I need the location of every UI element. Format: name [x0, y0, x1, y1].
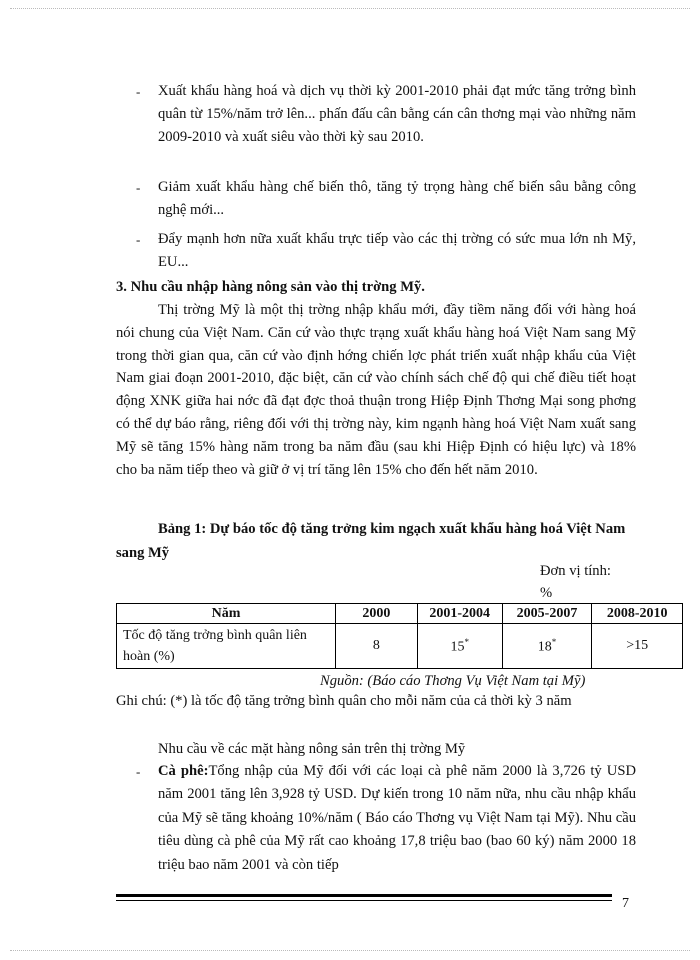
header-2005-2007: 2005-2007 — [502, 604, 592, 624]
value-2000: 8 — [335, 624, 417, 669]
bullet-dash: - — [136, 232, 141, 247]
bottom-dotted-border — [10, 950, 690, 951]
bullet-reduce-raw — [116, 176, 636, 222]
coffee-label: Cà phê: — [158, 763, 209, 779]
forecast-table — [116, 603, 683, 669]
value-2008-2010: >15 — [592, 624, 683, 669]
footer-rule-thick — [116, 894, 612, 897]
coffee-text: Tổng nhập của Mỹ đối với các loại cà phê năm 2000 là 3,726 tỷ USD năm 2001 tăng lên 3,928 tỷ USD. Dự kiến trong 10 năm nữa, nhu cầu nhập khẩu của Mỹ sẽ tăng khoảng 10%/năm ( Báo cáo Thơng vụ Việt Nam tại Mỹ). Nhu cầu tiêu dùng cà phê của Mỹ rất cao khoảng 17,8 triệu bao (bao 60 ký) năm 2000 18 triệu bao năm 2001 và còn tiếp — [158, 763, 636, 873]
top-dotted-border — [10, 8, 690, 9]
bullet-text: Đẩy mạnh hơn nữa xuất khẩu trực tiếp vào các thị trờng có sức mua lớn nh Mỹ, EU... — [158, 231, 636, 270]
bullet-text: Giảm xuất khẩu hàng chế biến thô, tăng tỷ trọng hàng chế biến sâu bằng công nghệ mới... — [158, 179, 636, 218]
header-2000: 2000 — [335, 604, 417, 624]
bullet-text: Xuất khẩu hàng hoá và dịch vụ thời kỳ 2001-2010 phải đạt mức tăng trởng bình quân từ 15%/năm trở lên... phấn đấu cân bằng cán cân thơng mại vào những năm 2009-2010 và xuất siêu vào thời kỳ sau 2010. — [158, 83, 636, 145]
footnote-mark: * — [464, 636, 469, 647]
unit-line2: % — [540, 585, 553, 601]
unit-label — [540, 560, 640, 604]
section-heading: 3. Nhu cầu nhập hàng nông sản vào thị trờng Mỹ. — [116, 279, 425, 295]
header-year: Năm — [117, 604, 336, 624]
bullet-dash: - — [136, 84, 141, 99]
footnote-mark: * — [551, 636, 557, 647]
bullet-coffee — [116, 760, 636, 877]
header-2008-2010: 2008-2010 — [592, 604, 683, 624]
value-2001-2004: 15* — [417, 624, 502, 669]
subheading: Nhu cầu về các mặt hàng nông sản trên thị trờng Mỹ — [158, 741, 466, 757]
table-header-row — [117, 604, 683, 624]
header-2001-2004: 2001-2004 — [417, 604, 502, 624]
bullet-export-growth — [116, 80, 636, 149]
table-title-text: Bảng 1: Dự báo tốc độ tăng trởng kim ngạch xuất khẩu hàng hoá Việt Nam sang Mỹ — [116, 521, 626, 561]
paragraph-text: Thị trờng Mỹ là một thị trờng nhập khẩu mới, đầy tiềm năng đối với hàng hoá nói chung của Việt Nam. Căn cứ vào thực trạng xuất khẩu hàng hoá Việt Nam sang Mỹ trong thời gian qua, căn cứ vào định hớng chiến lợc phát triển xuất nhập khẩu của Việt Nam giai đoạn 2001-2010, đặc biệt, căn cứ vào chính sách chế độ qui chế điều tiết hoạt động XNK giữa hai nớc đã đạt đợc thoả thuận trong Hiệp Định Thơng Mại song phơng có thể dự báo rằng, riêng đối với thị trờng này, kim ngạnh hàng hoá Việt Nam xuất sang Mỹ sẽ tăng 15% hàng năm trong ba năm đầu (sau khi Hiệp Định có hiệu lực) và 18% cho ba năm tiếp theo và giữ ở vị trí tăng lên 15% cho đến hết năm 2010. — [116, 302, 636, 478]
bullet-dash: - — [136, 180, 141, 195]
table-note: Ghi chú: (*) là tốc độ tăng trởng bình quân cho mỗi năm của cả thời kỳ 3 năm — [116, 693, 572, 709]
bullet-dash: - — [136, 764, 141, 779]
bullet-text — [158, 760, 636, 877]
table-title — [116, 517, 636, 565]
bullet-direct-export — [116, 228, 636, 274]
page-number: 7 — [622, 896, 629, 911]
table-source: Nguồn: (Báo cáo Thơng Vụ Việt Nam tại Mỹ) — [320, 673, 586, 689]
table-row — [117, 624, 683, 669]
unit-line1: Đơn vị tính: — [540, 563, 611, 579]
value-2005-2007: 18* — [502, 624, 592, 669]
body-paragraph — [116, 299, 636, 481]
row-label: Tốc độ tăng trởng bình quân liên hoàn (%) — [117, 624, 336, 669]
footer-rule-thin — [116, 900, 612, 901]
